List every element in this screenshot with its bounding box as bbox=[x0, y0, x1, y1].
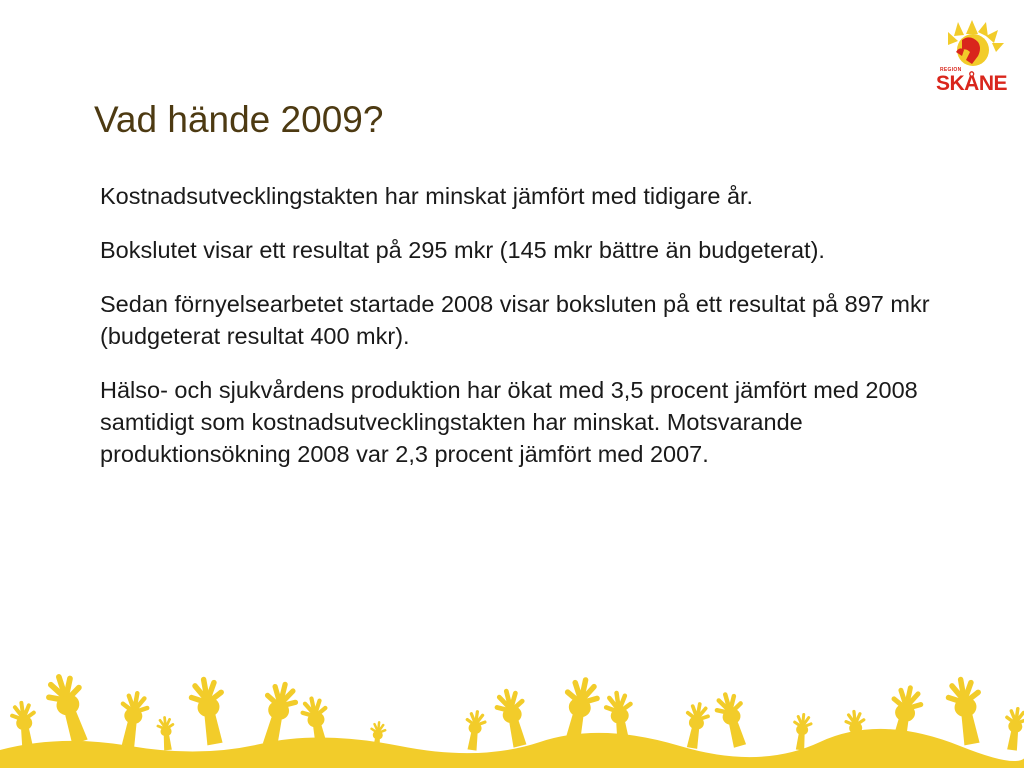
paragraph-annual-result: Bokslutet visar ett resultat på 295 mkr (145 mkr bättre än budgeterat). bbox=[100, 237, 825, 263]
paragraph-production: Hälso- och sjukvårdens produktion har ökat med 3,5 procent jämfört med 2008 samtidigt som kostnadsutvecklingstakten har minskat. Motsvarande produktionsökning 2008 var 2,3 procent jämfört med 2007. bbox=[100, 377, 918, 467]
logo-region-text: REGION bbox=[940, 67, 962, 73]
logo-name-text: SKÅNE bbox=[936, 72, 1008, 95]
slide-title: Vad hände 2009? bbox=[94, 99, 384, 140]
paragraph-renewal-result: Sedan förnyelsearbetet startade 2008 visar boksluten på ett resultat på 897 mkr (budgeterat resultat 400 mkr). bbox=[100, 291, 930, 349]
hands-border-decoration bbox=[0, 650, 1024, 768]
paragraph-cost-trend: Kostnadsutvecklingstakten har minskat jämfört med tidigare år. bbox=[100, 183, 754, 209]
region-skane-logo bbox=[926, 12, 1018, 94]
body-content bbox=[100, 180, 930, 492]
